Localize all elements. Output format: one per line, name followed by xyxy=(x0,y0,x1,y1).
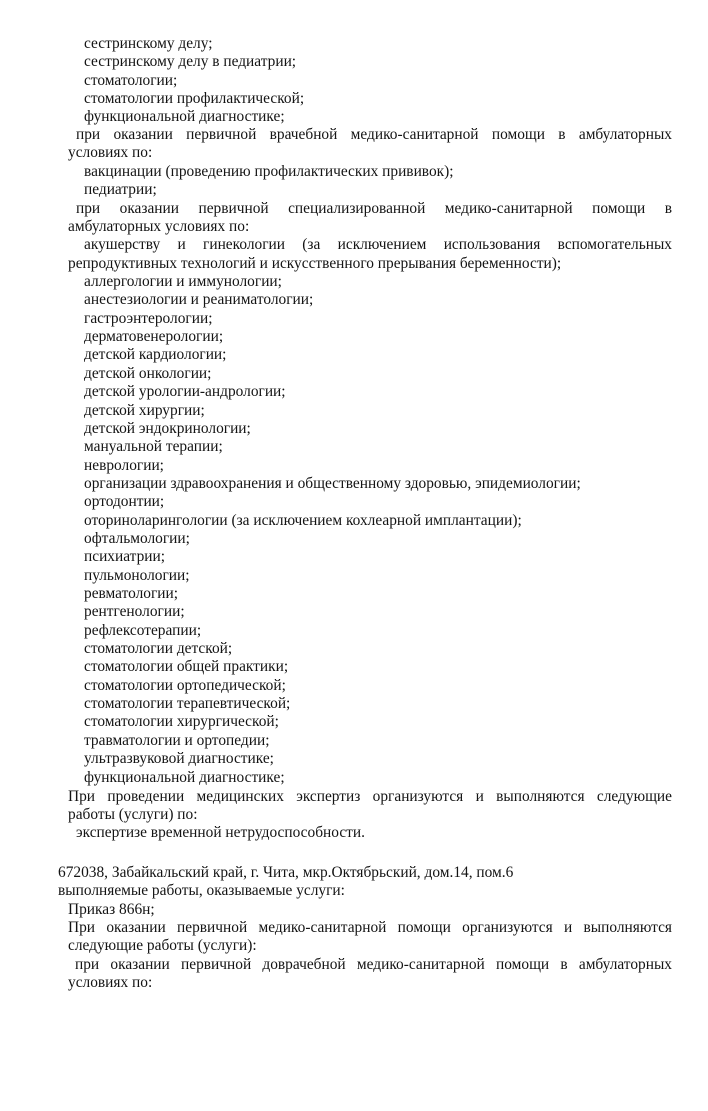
list-item: пульмонологии; xyxy=(84,566,190,584)
expertise-heading-line2: работы (услуги) по: xyxy=(68,806,198,823)
address: 672038, Забайкальский край, г. Чита, мкр.Октябрьский, дом.14, пом.6 xyxy=(58,864,514,881)
primary-heading-line1: При оказании первичной медико-санитарной помощи организуются и выполняются xyxy=(68,919,672,936)
list-item: функциональной диагностике; xyxy=(84,768,285,786)
list-item: психиатрии; xyxy=(84,548,166,566)
list-item: стоматологии терапевтической; xyxy=(84,695,291,712)
list-item: мануальной терапии; xyxy=(84,438,223,456)
list-item: стоматологии общей практики; xyxy=(84,658,289,676)
order-reference: Приказ 866н; xyxy=(68,901,155,918)
list-item: детской онкологии; xyxy=(84,364,212,382)
list-item: анестезиологии и реаниматологии; xyxy=(84,291,314,309)
specialized-heading-line2: амбулаторных условиях по: xyxy=(68,218,250,235)
list-item: ультразвуковой диагностике; xyxy=(84,750,274,768)
primary-doctor-heading-line1: при оказании первичной врачебной медико-санитарной помощи в амбулаторных xyxy=(76,126,672,143)
list-item: рентгенологии; xyxy=(84,603,185,621)
expertise-item: экспертизе временной нетрудоспособности. xyxy=(76,824,365,841)
list-item: вакцинации (проведению профилактических прививок); xyxy=(84,163,454,180)
primary-doctor-heading-line2: условиях по: xyxy=(68,144,153,161)
list-item: стоматологии ортопедической; xyxy=(84,676,286,694)
list-item: сестринскому делу в педиатрии; xyxy=(84,53,297,71)
list-item: ревматологии; xyxy=(84,585,179,602)
obstetrics-item-line1: акушерству и гинекологии (за исключением использования вспомогательных xyxy=(84,236,672,253)
list-item: неврологии; xyxy=(84,456,164,474)
list-item: сестринскому делу; xyxy=(84,35,213,52)
list-item: детской хирургии; xyxy=(84,401,205,419)
list-item: аллергологии и иммунологии; xyxy=(84,273,282,290)
works-label: выполняемые работы, оказываемые услуги: xyxy=(58,882,345,899)
list-item: стоматологии профилактической; xyxy=(84,90,305,108)
list-item: ортодонтии; xyxy=(84,493,165,511)
list-item: детской урологии-андрологии; xyxy=(84,383,286,401)
prehospital-heading-line1: при оказании первичной доврачебной медико-санитарной помощи в амбулаторных xyxy=(75,956,672,973)
list-item: стоматологии детской; xyxy=(84,640,233,657)
list-item: офтальмологии; xyxy=(84,529,190,547)
specialized-heading-line1: при оказании первичной специализированной медико-санитарной помощи в xyxy=(76,200,672,217)
prehospital-heading-line2: условиях по: xyxy=(68,974,153,991)
list-item: дерматовенерологии; xyxy=(84,328,224,346)
list-item: организации здравоохранения и общественному здоровью, эпидемиологии; xyxy=(84,474,581,492)
list-item: гастроэнтерологии; xyxy=(84,309,213,327)
obstetrics-item-line2: репродуктивных технологий и искусственного прерывания беременности); xyxy=(68,255,562,272)
list-item: детской эндокринологии; xyxy=(84,419,251,437)
list-item: детской кардиологии; xyxy=(84,346,227,364)
list-item: стоматологии; xyxy=(84,71,178,89)
expertise-heading-line1: При проведении медицинских экспертиз организуются и выполняются следующие xyxy=(68,788,672,805)
list-item: оториноларингологии (за исключением кохлеарной имплантации); xyxy=(84,511,522,529)
list-item: стоматологии хирургической; xyxy=(84,713,279,731)
list-item: травматологии и ортопедии; xyxy=(84,731,270,749)
list-item: педиатрии; xyxy=(84,181,157,199)
list-item: рефлексотерапии; xyxy=(84,621,202,639)
primary-heading-line2: следующие работы (услуги): xyxy=(68,937,257,954)
list-item: функциональной диагностике; xyxy=(84,108,285,126)
